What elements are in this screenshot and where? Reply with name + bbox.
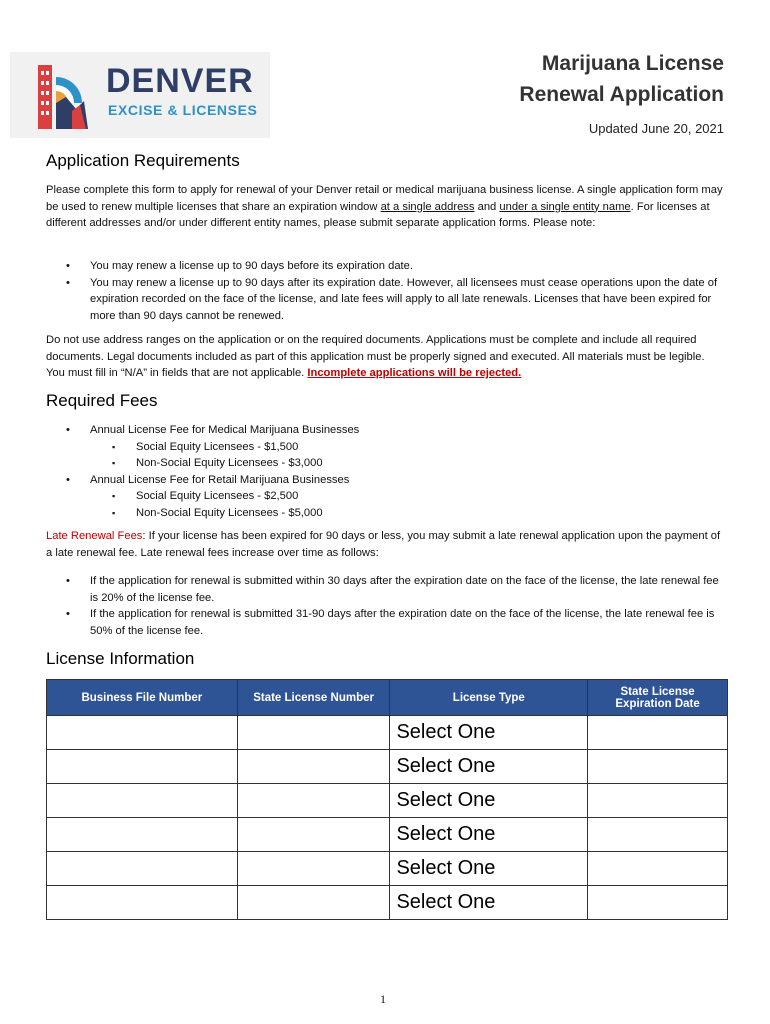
business-file-input[interactable] [47, 886, 238, 920]
column-header-business-file: Business File Number [47, 680, 238, 716]
denver-building-icon [36, 63, 100, 131]
license-table [46, 679, 728, 920]
late-fees-label: Late Renewal Fees [46, 530, 143, 542]
expiration-date-input[interactable] [588, 818, 728, 852]
list-item: • If the application for renewal is submitted 31-90 days after the expiration date on the face of the license, the late renewal fee is 50% of the license fee. [46, 606, 726, 639]
state-license-input[interactable] [237, 852, 390, 886]
business-file-input[interactable] [47, 784, 238, 818]
late-fees-list [46, 573, 726, 639]
state-license-input[interactable] [237, 886, 390, 920]
title-line-1: Marijuana License [541, 52, 724, 75]
table-row [47, 886, 728, 920]
business-file-input[interactable] [47, 750, 238, 784]
column-header-expiration: State License Expiration Date [588, 680, 728, 716]
logo-denver-text: DENVER [106, 62, 254, 100]
requirements-list [46, 258, 726, 324]
state-license-input[interactable] [237, 784, 390, 818]
license-type-select[interactable]: Select One [390, 818, 588, 852]
business-file-input[interactable] [47, 852, 238, 886]
expiration-date-input[interactable] [588, 886, 728, 920]
late-fees-text: : If your license has been expired for 90 days or less, you may submit a late renewal application upon the payment of a late renewal fee. Late renewal fees increase over time as follows: [46, 530, 721, 559]
incomplete-warning: Incomplete applications will be rejected. [307, 367, 522, 379]
list-item: ▪ Non-Social Equity Licensees - $3,000 [90, 455, 726, 472]
table-row [47, 784, 728, 818]
denver-logo [10, 52, 270, 138]
updated-date: Updated June 20, 2021 [588, 121, 724, 136]
req-text-c: . For licenses at different addresses and/or under different entity names, please submit separate application forms. Please note: [46, 200, 710, 229]
fees-list [46, 422, 726, 521]
req-single-address: at a single address [380, 200, 475, 213]
expiration-date-input[interactable] [588, 750, 728, 784]
requirements-heading: Application Requirements [46, 151, 240, 170]
license-type-select[interactable]: Select One [390, 750, 588, 784]
table-row [47, 750, 728, 784]
license-type-select[interactable]: Select One [390, 886, 588, 920]
list-item: ▪ Non-Social Equity Licensees - $5,000 [90, 505, 726, 522]
license-info-heading: License Information [46, 649, 195, 668]
business-file-input[interactable] [47, 818, 238, 852]
medical-fee-label: Annual License Fee for Medical Marijuana Businesses [90, 424, 360, 436]
list-item: ▪ Social Equity Licensees - $1,500 [90, 439, 726, 456]
req-single-entity: under a single entity name [499, 200, 631, 213]
expiration-date-input[interactable] [588, 852, 728, 886]
page-number: 1 [380, 992, 386, 1006]
page-title [519, 48, 724, 110]
req-text-b: and [474, 200, 500, 213]
docs-text: Do not use address ranges on the application or on the required documents. Applications must be complete and include all required documents. Legal documents included as part of this application must be properly signed and executed. All materials must be legible. You must fill in “N/A” in fields that are not applicable. [46, 334, 705, 379]
retail-fee-label: Annual License Fee for Retail Marijuana Businesses [90, 473, 350, 486]
license-type-select[interactable]: Select One [390, 852, 588, 886]
table-row [47, 818, 728, 852]
req-text-a: Please complete this form to apply for renewal of your Denver retail or medical marijuana business license. A single application form may be used to renew multiple licenses that share an expiration window [46, 184, 723, 213]
fees-heading: Required Fees [46, 391, 158, 410]
late-fees-paragraph [46, 528, 726, 561]
table-row [47, 716, 728, 750]
state-license-input[interactable] [237, 716, 390, 750]
title-line-2: Renewal Application [519, 83, 724, 106]
list-item [46, 422, 726, 472]
expiration-date-input[interactable] [588, 716, 728, 750]
license-type-select[interactable]: Select One [390, 784, 588, 818]
list-item: • If the application for renewal is submitted within 30 days after the expiration date on the face of the license, the late renewal fee is 20% of the license fee. [46, 573, 726, 606]
list-item: ▪ Social Equity Licensees - $2,500 [90, 488, 726, 505]
table-row [47, 852, 728, 886]
business-file-input[interactable] [47, 716, 238, 750]
license-type-select[interactable]: Select One [390, 716, 588, 750]
expiration-date-input[interactable] [588, 784, 728, 818]
list-item [46, 472, 726, 522]
documents-paragraph [46, 332, 726, 382]
column-header-license-type: License Type [390, 680, 588, 716]
requirements-paragraph [46, 182, 726, 232]
column-header-state-license: State License Number [237, 680, 390, 716]
state-license-input[interactable] [237, 750, 390, 784]
logo-excise-text: EXCISE & LICENSES [108, 102, 258, 118]
list-item: • You may renew a license up to 90 days after its expiration date. However, all licensees must cease operations upon the date of expiration recorded on the face of the license, and late fees will apply to all late renewals. Licenses that have been expired for more than 90 days cannot be renewed. [46, 275, 726, 325]
table-header-row [47, 680, 728, 716]
state-license-input[interactable] [237, 818, 390, 852]
list-item: • You may renew a license up to 90 days before its expiration date. [46, 258, 726, 275]
